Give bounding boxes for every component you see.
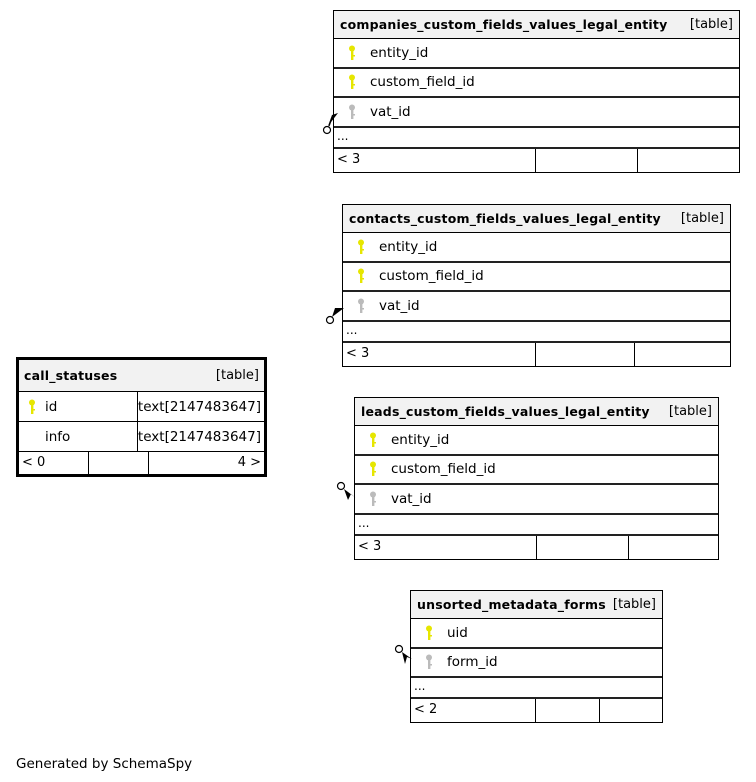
primary-key-icon <box>19 399 45 415</box>
foreign-key-icon <box>355 491 391 507</box>
table-kind: [table] <box>668 404 712 419</box>
table-name: leads_custom_fields_values_legal_entity <box>361 404 650 419</box>
table-name: unsorted_metadata_forms <box>417 597 606 612</box>
table-kind: [table] <box>612 597 656 612</box>
table-header <box>343 205 730 233</box>
footer-middle <box>535 149 637 172</box>
parent-count: < 3 <box>346 345 370 361</box>
more-columns-ellipsis: ... <box>343 322 730 343</box>
column-row[interactable] <box>411 649 662 679</box>
table-companies-custom-fields-values-legal-entity[interactable] <box>333 10 740 173</box>
primary-key-icon <box>411 625 447 641</box>
column-row[interactable] <box>355 456 718 486</box>
column-name: custom_field_id <box>370 74 475 91</box>
column-name: form_id <box>447 654 498 671</box>
table-header <box>355 398 718 426</box>
column-type: text[2147483647] <box>137 428 261 445</box>
footer-middle <box>88 452 148 474</box>
table-leads-custom-fields-values-legal-entity[interactable] <box>354 397 719 560</box>
column-name: id <box>45 398 58 415</box>
column-row[interactable] <box>334 98 739 128</box>
column-row[interactable] <box>19 422 264 452</box>
child-count <box>634 343 730 366</box>
relationship-connector-leads <box>334 478 358 508</box>
primary-key-icon <box>343 268 379 284</box>
column-name: entity_id <box>391 431 450 448</box>
foreign-key-icon <box>411 654 447 670</box>
column-row[interactable] <box>343 233 730 263</box>
column-row[interactable] <box>19 392 264 422</box>
column-name: vat_id <box>370 103 411 120</box>
column-row[interactable] <box>334 39 739 69</box>
parent-count: < 0 <box>22 455 46 470</box>
column-name: custom_field_id <box>379 268 484 285</box>
table-header <box>334 11 739 39</box>
table-name: call_statuses <box>24 368 118 383</box>
column-row[interactable] <box>411 619 662 649</box>
column-name: vat_id <box>391 490 432 507</box>
column-type: text[2147483647] <box>137 398 261 415</box>
parent-count: < 3 <box>337 151 361 167</box>
table-name: contacts_custom_fields_values_legal_entity <box>349 211 661 226</box>
table-contacts-custom-fields-values-legal-entity[interactable] <box>342 204 731 367</box>
primary-key-icon <box>334 45 370 61</box>
relationship-connector-unsorted-metadata-forms <box>392 642 416 672</box>
column-row[interactable] <box>355 426 718 456</box>
footer-middle <box>536 536 628 559</box>
foreign-key-icon <box>343 298 379 314</box>
child-count: 4 > <box>148 452 264 474</box>
column-name: custom_field_id <box>391 461 496 478</box>
table-footer <box>355 536 718 559</box>
primary-key-icon <box>355 461 391 477</box>
more-columns-ellipsis: ... <box>411 678 662 699</box>
column-name: vat_id <box>379 297 420 314</box>
footer-middle <box>535 343 634 366</box>
primary-key-icon <box>355 432 391 448</box>
table-footer <box>334 149 739 172</box>
table-footer <box>343 343 730 366</box>
child-count <box>628 536 718 559</box>
table-footer <box>411 699 662 722</box>
relationship-connector-companies <box>318 104 342 136</box>
column-name: entity_id <box>370 44 429 61</box>
column-row[interactable] <box>343 292 730 322</box>
column-row[interactable] <box>355 485 718 515</box>
parent-count: < 3 <box>358 538 382 554</box>
parent-count: < 2 <box>414 702 438 717</box>
column-name: uid <box>447 624 468 641</box>
column-row[interactable] <box>334 69 739 99</box>
generated-by-footer: Generated by SchemaSpy <box>16 756 193 772</box>
table-kind: [table] <box>689 17 733 32</box>
table-kind: [table] <box>215 368 259 383</box>
primary-key-icon <box>343 239 379 255</box>
more-columns-ellipsis: ... <box>355 515 718 536</box>
table-header <box>19 360 264 392</box>
table-name: companies_custom_fields_values_legal_entity <box>340 17 668 32</box>
relationship-connector-contacts <box>322 298 346 328</box>
primary-key-icon <box>334 74 370 90</box>
child-count <box>637 149 739 172</box>
footer-middle <box>535 699 599 722</box>
table-footer <box>19 452 264 474</box>
column-name: info <box>45 428 71 445</box>
table-kind: [table] <box>680 211 724 226</box>
child-count <box>599 699 662 722</box>
table-unsorted-metadata-forms[interactable] <box>410 590 663 723</box>
table-call-statuses[interactable] <box>16 357 267 477</box>
more-columns-ellipsis: ... <box>334 128 739 149</box>
column-name: entity_id <box>379 238 438 255</box>
table-header <box>411 591 662 619</box>
column-row[interactable] <box>343 263 730 293</box>
